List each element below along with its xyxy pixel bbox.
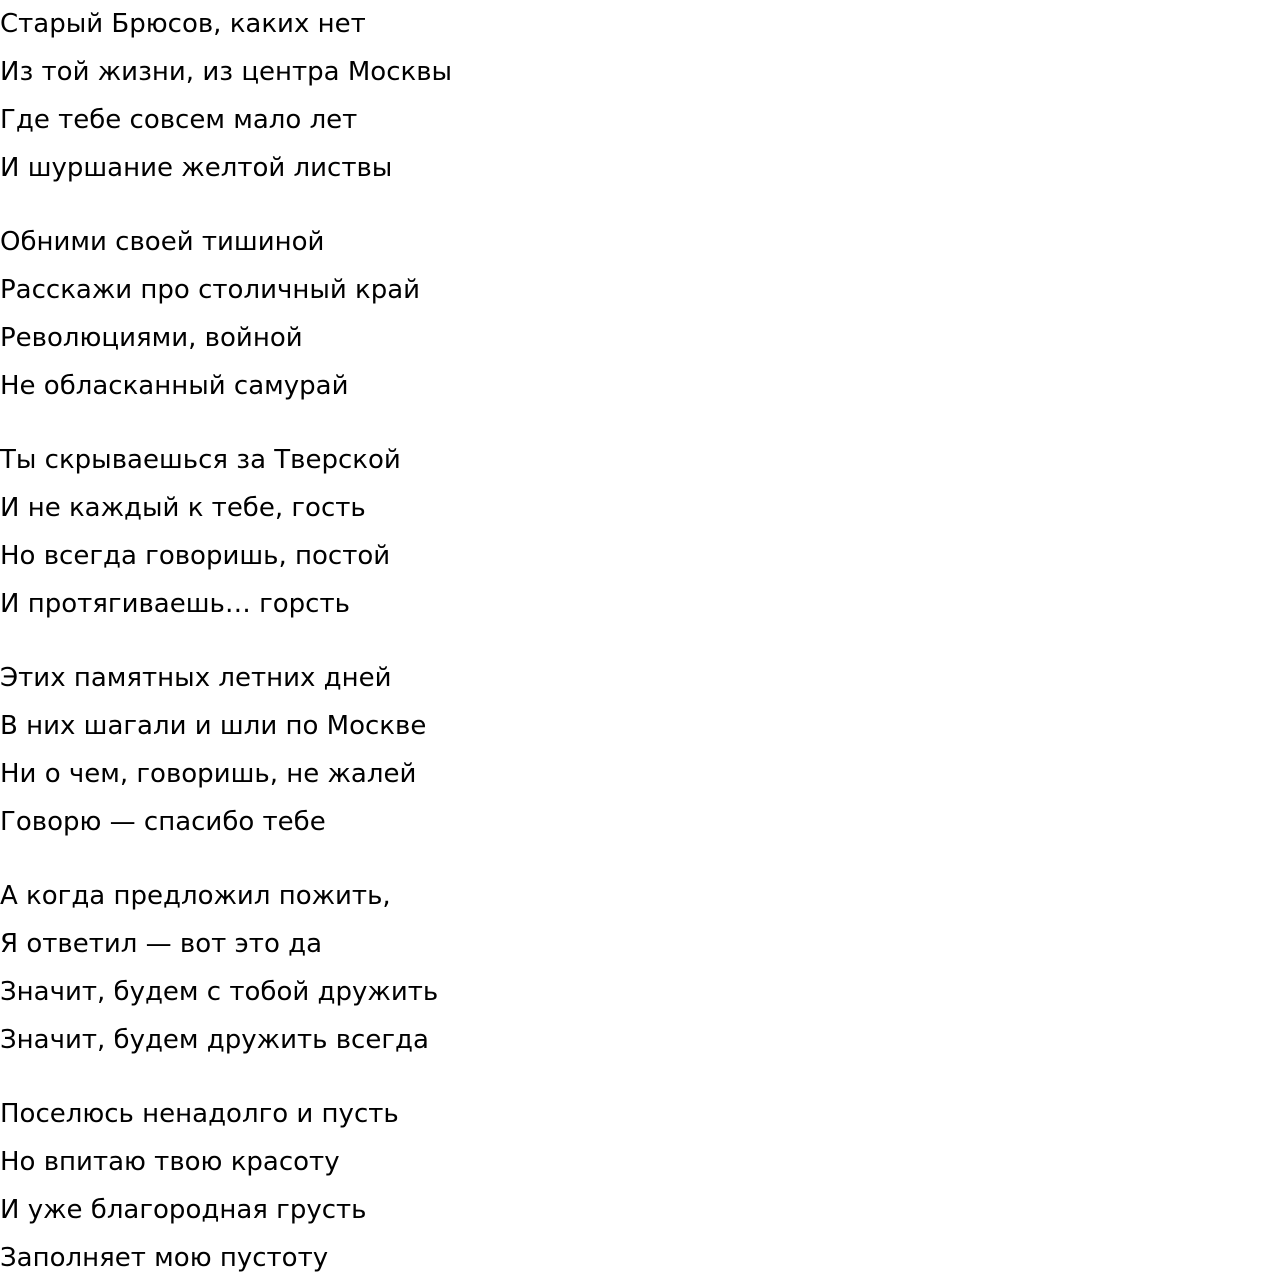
poem-line: И шуршание желтой листвы: [0, 153, 393, 183]
poem-line: В них шагали и шли по Москве: [0, 711, 427, 741]
poem-line: Старый Брюсов, каких нет: [0, 9, 366, 39]
poem-line: Значит, будем дружить всегда: [0, 1025, 429, 1055]
poem-line: Обними своей тишиной: [0, 227, 325, 257]
stanza-3: [0, 436, 1270, 628]
poem-line: Поселюсь ненадолго и пусть: [0, 1099, 399, 1129]
poem-line: Но всегда говоришь, постой: [0, 541, 391, 571]
stanza-4: [0, 654, 1270, 846]
stanza-5: [0, 872, 1270, 1064]
poem-line: Говорю — спасибо тебе: [0, 807, 326, 837]
poem-line: Этих памятных летних дней: [0, 663, 392, 693]
poem-line: Заполняет мою пустоту: [0, 1243, 329, 1273]
poem-line: Ни о чем, говоришь, не жалей: [0, 759, 417, 789]
poem-line: И не каждый к тебе, гость: [0, 493, 366, 523]
poem-line: И уже благородная грусть: [0, 1195, 367, 1225]
poem-line: Ты скрываешься за Тверской: [0, 445, 401, 475]
poem-line: Расскажи про столичный край: [0, 275, 421, 305]
stanza-1: [0, 0, 1270, 192]
poem-line: А когда предложил пожить,: [0, 881, 391, 911]
poem-line: Не обласканный самурай: [0, 371, 349, 401]
poem-line: Но впитаю твою красоту: [0, 1147, 340, 1177]
poem-line: И протягиваешь… горсть: [0, 589, 350, 619]
poem-line: Из той жизни, из центра Москвы: [0, 57, 453, 87]
poem-line: Революциями, войной: [0, 323, 303, 353]
poem-line: Где тебе совсем мало лет: [0, 105, 358, 135]
stanza-6: [0, 1090, 1270, 1282]
poem-line: Я ответил — вот это да: [0, 929, 323, 959]
poem-line: Значит, будем с тобой дружить: [0, 977, 439, 1007]
stanza-2: [0, 218, 1270, 410]
